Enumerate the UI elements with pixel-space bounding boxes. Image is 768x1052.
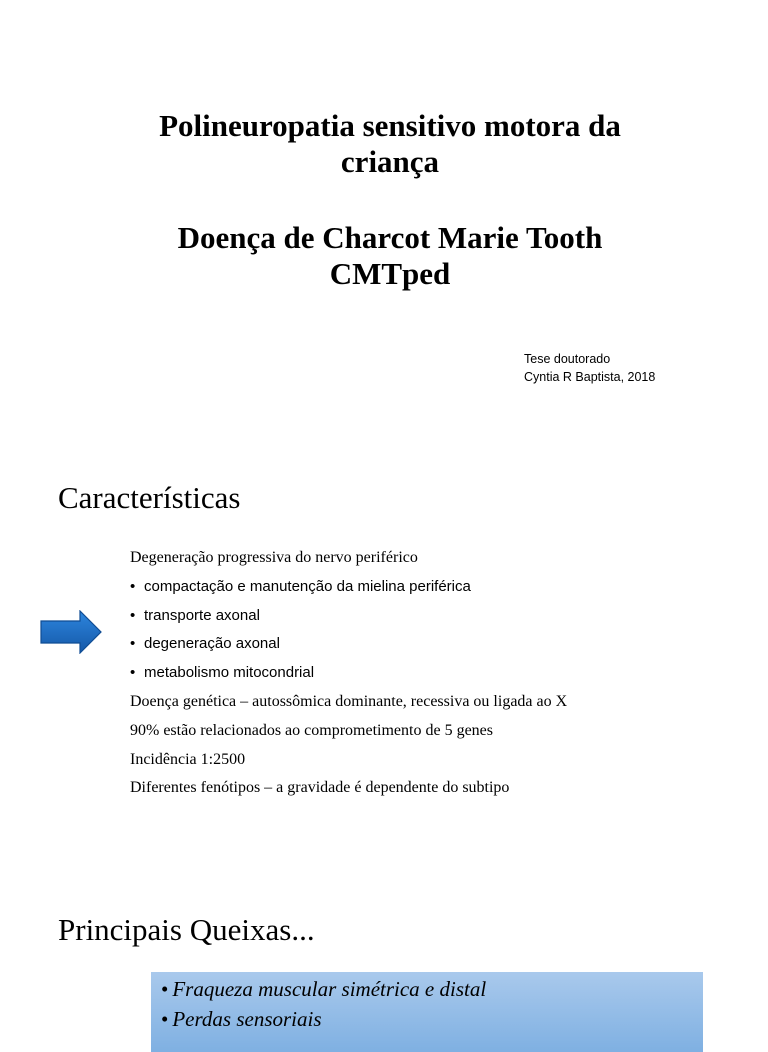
genes-text: 90% estão relacionados ao comprometimento de 5 genes [130,721,493,739]
characteristics-title: Características [58,480,241,515]
bullet-icon: • [130,606,136,624]
main-title-line-1: Polineuropatia sensitivo motora da [159,108,621,143]
subtitle [60,220,720,292]
subtitle-line-1: Doença de Charcot Marie Tooth [177,220,603,255]
list-item [130,659,730,688]
bullet-icon: • [161,977,169,1001]
characteristics-list [130,544,730,803]
complaint-item-text: Perdas sensoriais [172,1007,322,1031]
bullet-icon: • [130,664,136,682]
characteristics-slide [0,440,768,880]
main-title [60,108,720,180]
complaints-slide [0,880,768,1031]
right-arrow-icon [40,610,102,654]
phenotypes-text: Diferentes fenótipos – a gravidade é dependente do subtipo [130,779,510,797]
list-item [130,602,730,631]
bullet-icon: • [161,1007,169,1031]
list-item [130,573,730,602]
subtitle-line-2: CMTped [329,256,451,291]
complaints-title: Principais Queixas... [58,912,315,947]
complaints-box [151,972,703,1052]
list-item-text: degeneração axonal [144,635,280,653]
bullet-icon: • [130,635,136,653]
intro-text: Degeneração progressiva do nervo periférico [130,549,418,566]
genetics-text: Doença genética – autossômica dominante, recessiva ou ligada ao X [130,692,568,710]
author-line-2: Cyntia R Baptista, 2018 [524,370,656,384]
list-item-text: transporte axonal [144,606,260,624]
main-title-line-2: criança [340,144,440,179]
author-line-1: Tese doutorado [524,352,611,366]
bullet-icon: • [130,577,136,595]
list-item [130,630,730,659]
incidence-text: Incidência 1:2500 [130,750,246,768]
list-item-text: compactação e manutenção da mielina periférica [144,577,471,595]
complaint-item [161,1006,322,1032]
list-item-text: metabolismo mitocondrial [144,664,315,682]
complaint-item [161,976,486,1002]
title-slide [0,0,768,440]
complaint-item-text: Fraqueza muscular simétrica e distal [172,977,487,1001]
author-credit [524,350,655,386]
